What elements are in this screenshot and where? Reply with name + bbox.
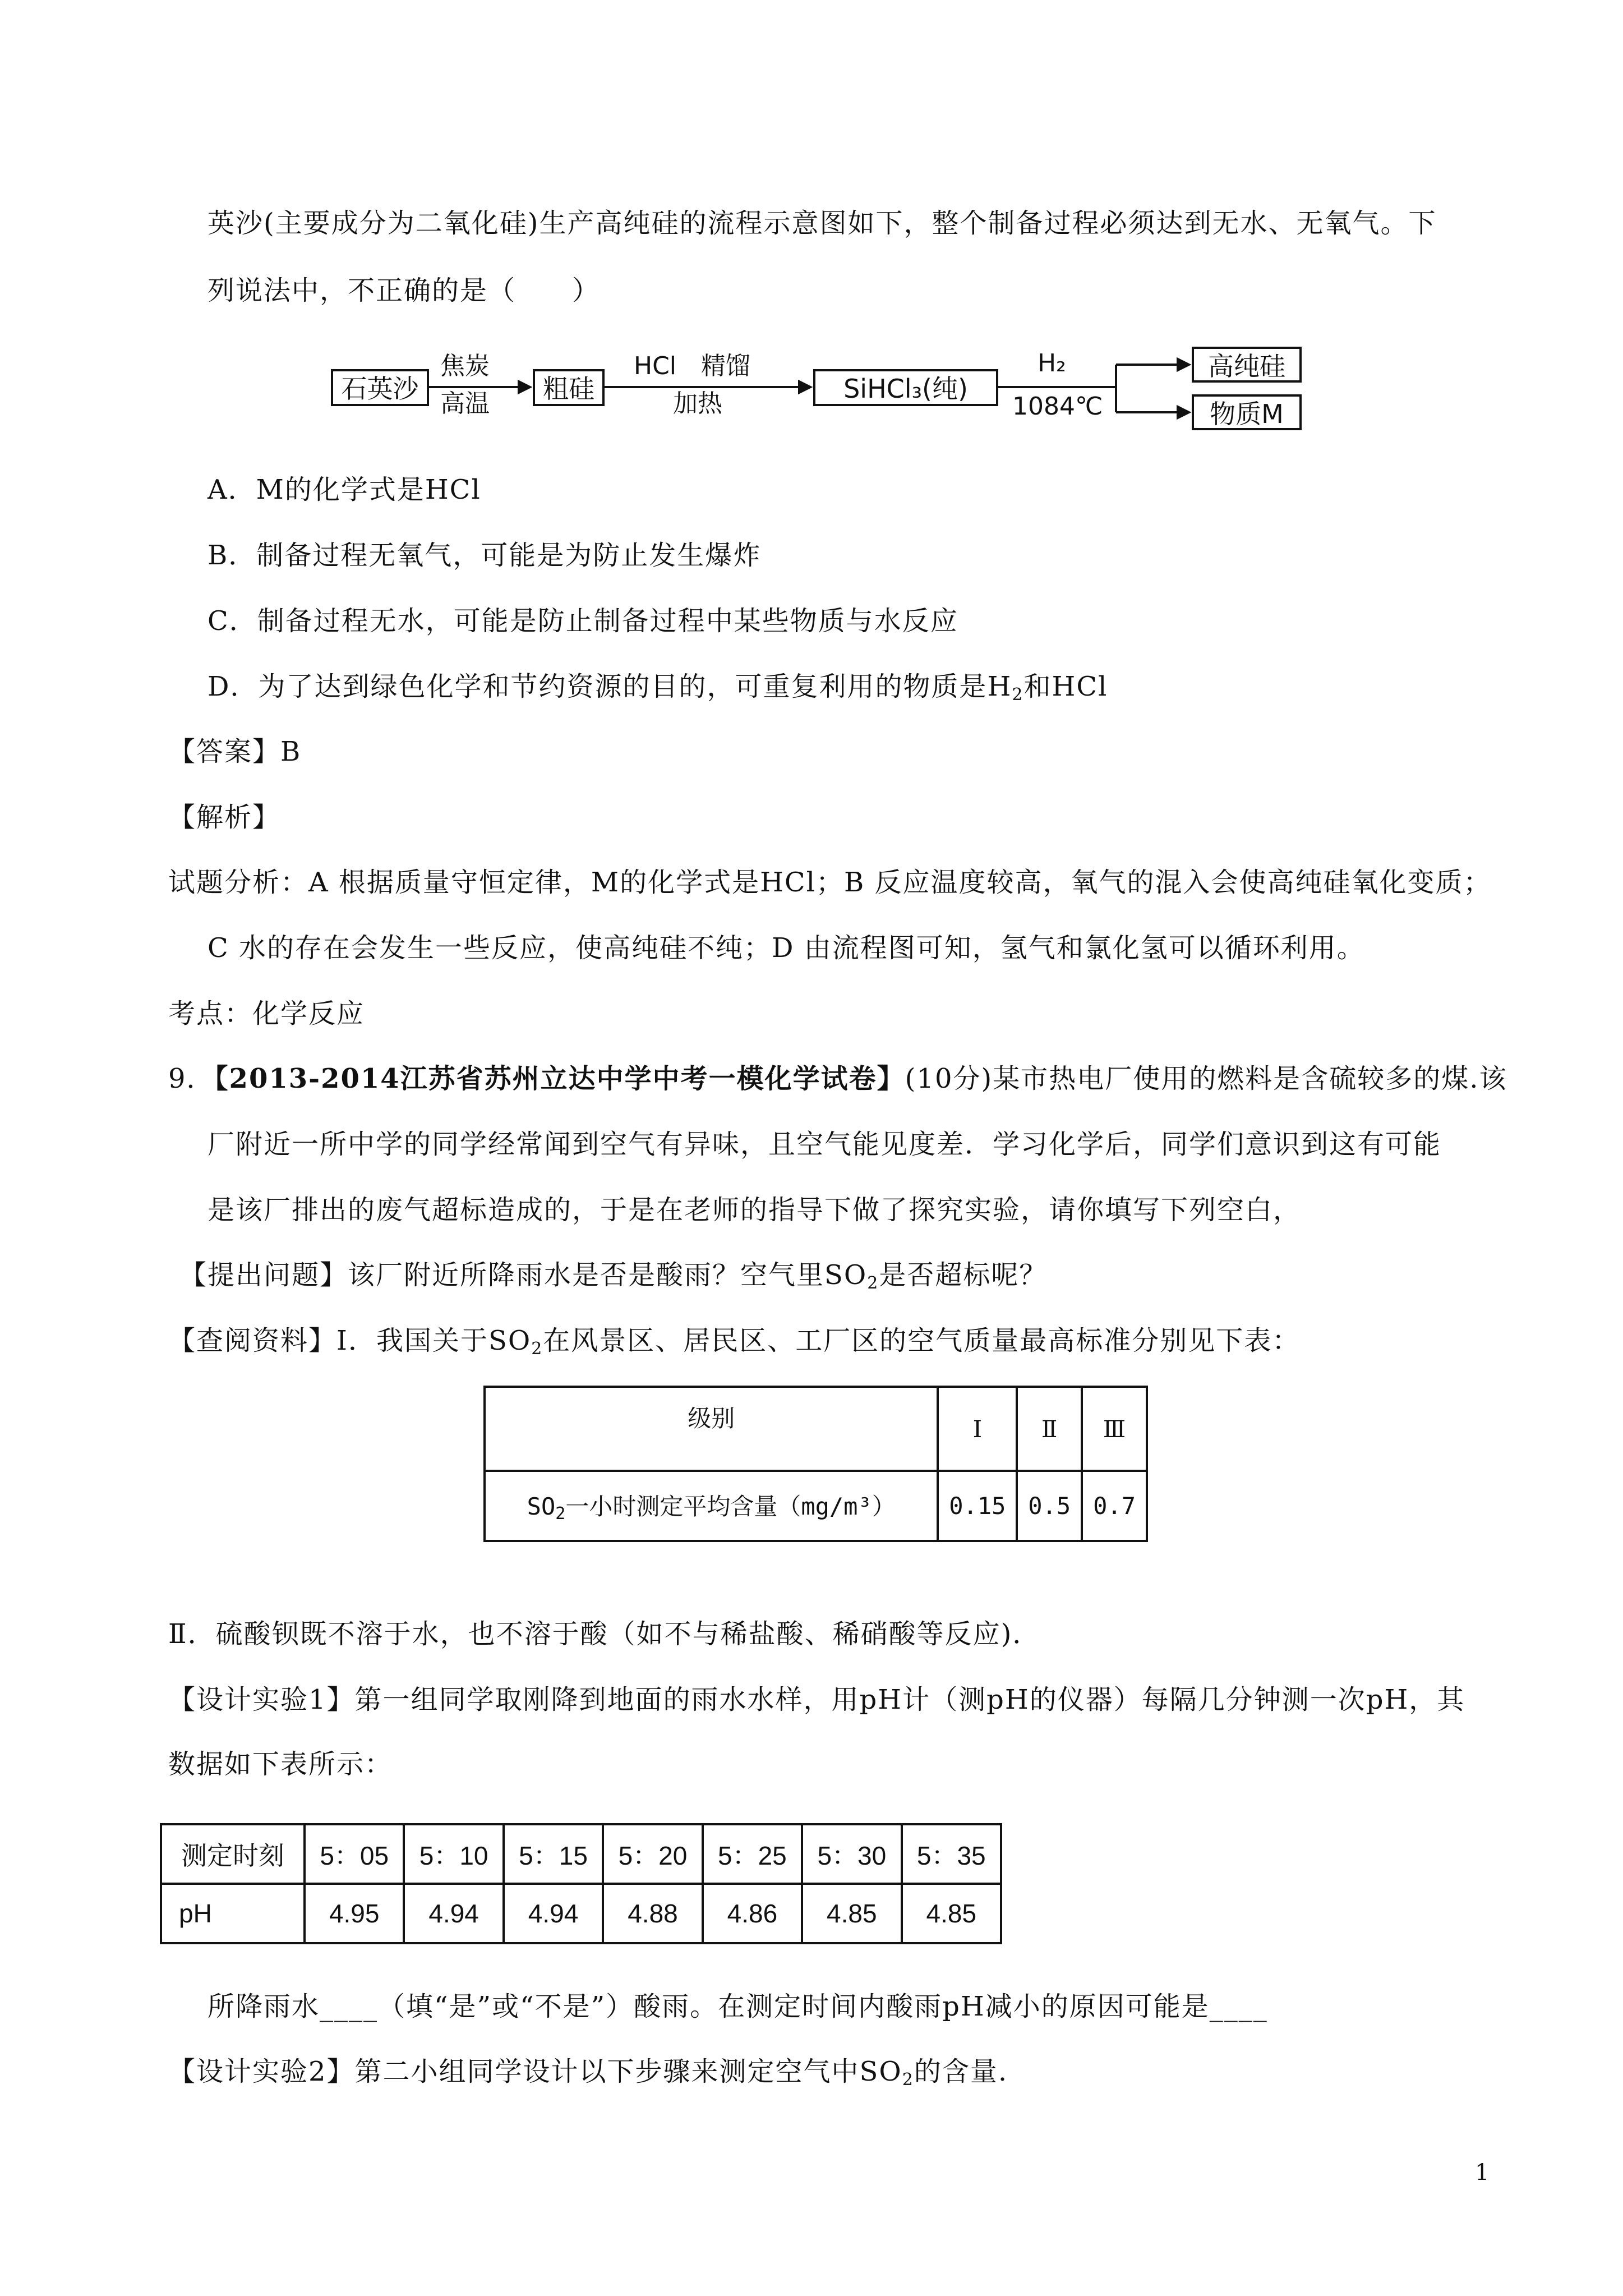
q9-stem-line2: 厂附近一所中学的同学经常闻到空气有异味，且空气能见度差．学习化学后，同学们意识到这有可能 bbox=[208, 1129, 1442, 1160]
flow-step3-bottom: 1084℃ bbox=[1012, 392, 1103, 421]
flow-step1-bottom: 高温 bbox=[440, 389, 490, 418]
ph-time-2: 5：10 bbox=[404, 1824, 503, 1884]
ph-time-5: 5：25 bbox=[703, 1824, 802, 1884]
flow-step1-top: 焦炭 bbox=[440, 352, 490, 380]
q9-source: 【2013-2014江苏省苏州立达中学中考一模化学试卷】 bbox=[214, 1063, 905, 1094]
std-value-1: 0.15 bbox=[938, 1471, 1017, 1541]
flow-step2-top: HCl 精馏 bbox=[634, 352, 751, 380]
flow-step3-top: H₂ bbox=[1038, 349, 1066, 378]
std-header-label: 级别 bbox=[485, 1387, 938, 1471]
page-number: 1 bbox=[1475, 2160, 1490, 2185]
std-value-3: 0.7 bbox=[1082, 1471, 1147, 1541]
std-level-2: Ⅱ bbox=[1017, 1387, 1082, 1471]
q8-option-c: C．制备过程无水，可能是防止制备过程中某些物质与水反应 bbox=[208, 605, 958, 637]
q9-question: 【提出问题】该厂附近所降雨水是否是酸雨？空气里$SO_2$是否超标呢？ bbox=[179, 1259, 1048, 1293]
std-level-1: Ⅰ bbox=[938, 1387, 1017, 1471]
ph-time-7: 5：35 bbox=[902, 1824, 1001, 1884]
q9-exp1-line2: 数据如下表所示： bbox=[168, 1749, 393, 1780]
flow-box-product2: 物质M bbox=[1192, 394, 1302, 430]
so2-standards-table bbox=[483, 1386, 1148, 1542]
std-value-2: 0.5 bbox=[1017, 1471, 1082, 1541]
ph-value-6: 4.85 bbox=[802, 1884, 901, 1943]
q8-analysis-title: 【解析】 bbox=[168, 802, 281, 833]
ph-time-6: 5：30 bbox=[802, 1824, 901, 1884]
q8-kaodian: 考点：化学反应 bbox=[168, 998, 365, 1029]
ph-time-4: 5：20 bbox=[603, 1824, 702, 1884]
q8-stem-line2: 列说法中，不正确的是（ ） bbox=[208, 275, 601, 306]
q9-reference-2: Ⅱ．硫酸钡既不溶于水，也不溶于酸（如不与稀盐酸、稀硝酸等反应)． bbox=[168, 1618, 1041, 1650]
q9-reference: 【查阅资料】Ⅰ．我国关于$SO_2$在风景区、居民区、工厂区的空气质量最高标准分别见下表： bbox=[168, 1325, 1301, 1359]
ph-table bbox=[160, 1823, 1002, 1944]
ph-time-1: 5：05 bbox=[305, 1824, 404, 1884]
q8-stem-line1: 英沙(主要成分为二氧化硅)生产高纯硅的流程示意图如下，整个制备过程必须达到无水、无氧气。下 bbox=[208, 208, 1437, 239]
ph-value-5: 4.86 bbox=[703, 1884, 802, 1943]
ph-time-3: 5：15 bbox=[504, 1824, 603, 1884]
q8-option-b: B．制备过程无氧气，可能是为防止发生爆炸 bbox=[208, 540, 762, 571]
q9-stem-line1: 9．【2013-2014江苏省苏州立达中学中考一模化学试卷】(10分)某市热电厂使用的燃料是含硫较多的煤.该 bbox=[168, 1063, 1507, 1094]
ph-value-7: 4.85 bbox=[902, 1884, 1001, 1943]
flow-box-start: 石英沙 bbox=[331, 369, 429, 406]
flow-box-product1: 高纯硅 bbox=[1192, 347, 1302, 383]
q8-option-a: A．M的化学式是HCl bbox=[208, 474, 481, 505]
q8-analysis-line2: C 水的存在会发生一些反应，使高纯硅不纯；D 由流程图可知，氢气和氯化氢可以循环利用。 bbox=[208, 932, 1365, 964]
ph-value-4: 4.88 bbox=[603, 1884, 702, 1943]
ph-row-label: pH bbox=[161, 1884, 305, 1943]
flow-box-intermediate: SiHCl₃(纯) bbox=[813, 369, 998, 406]
q9-exp1-line1: 【设计实验1】第一组同学取刚降到地面的雨水水样，用pH计（测pH的仪器）每隔几分钟测一次pH，其 bbox=[168, 1684, 1465, 1715]
flow-step2-bottom: 加热 bbox=[673, 389, 722, 418]
flow-box-crude: 粗硅 bbox=[533, 369, 605, 406]
q9-exp2: 【设计实验2】第二小组同学设计以下步骤来测定空气中$SO_2$的含量. bbox=[168, 2056, 1008, 2090]
flow-arrows bbox=[0, 0, 1623, 449]
std-level-3: Ⅲ bbox=[1082, 1387, 1147, 1471]
ph-value-3: 4.94 bbox=[504, 1884, 603, 1943]
ph-value-2: 4.94 bbox=[404, 1884, 503, 1943]
q9-stem-line3: 是该厂排出的废气超标造成的，于是在老师的指导下做了探究实验，请你填写下列空白， bbox=[208, 1194, 1302, 1226]
q8-answer: 【答案】B bbox=[168, 736, 302, 767]
q8-analysis-line1: 试题分析：A 根据质量守恒定律，M的化学式是HCl；B 反应温度较高，氧气的混入会使高纯硅氧化变质； bbox=[168, 867, 1492, 898]
std-row-label: $SO_2$一小时测定平均含量（mg/m³） bbox=[485, 1471, 938, 1541]
q8-option-d: D．为了达到绿色化学和节约资源的目的，可重复利用的物质是$H_2$和HCl bbox=[208, 671, 1108, 705]
ph-header-label: 测定时刻 bbox=[161, 1824, 305, 1884]
q9-fill-line: 所降雨水____（填“是”或“不是”）酸雨。在测定时间内酸雨pH减小的原因可能是____ bbox=[208, 1991, 1268, 2022]
ph-value-1: 4.95 bbox=[305, 1884, 404, 1943]
